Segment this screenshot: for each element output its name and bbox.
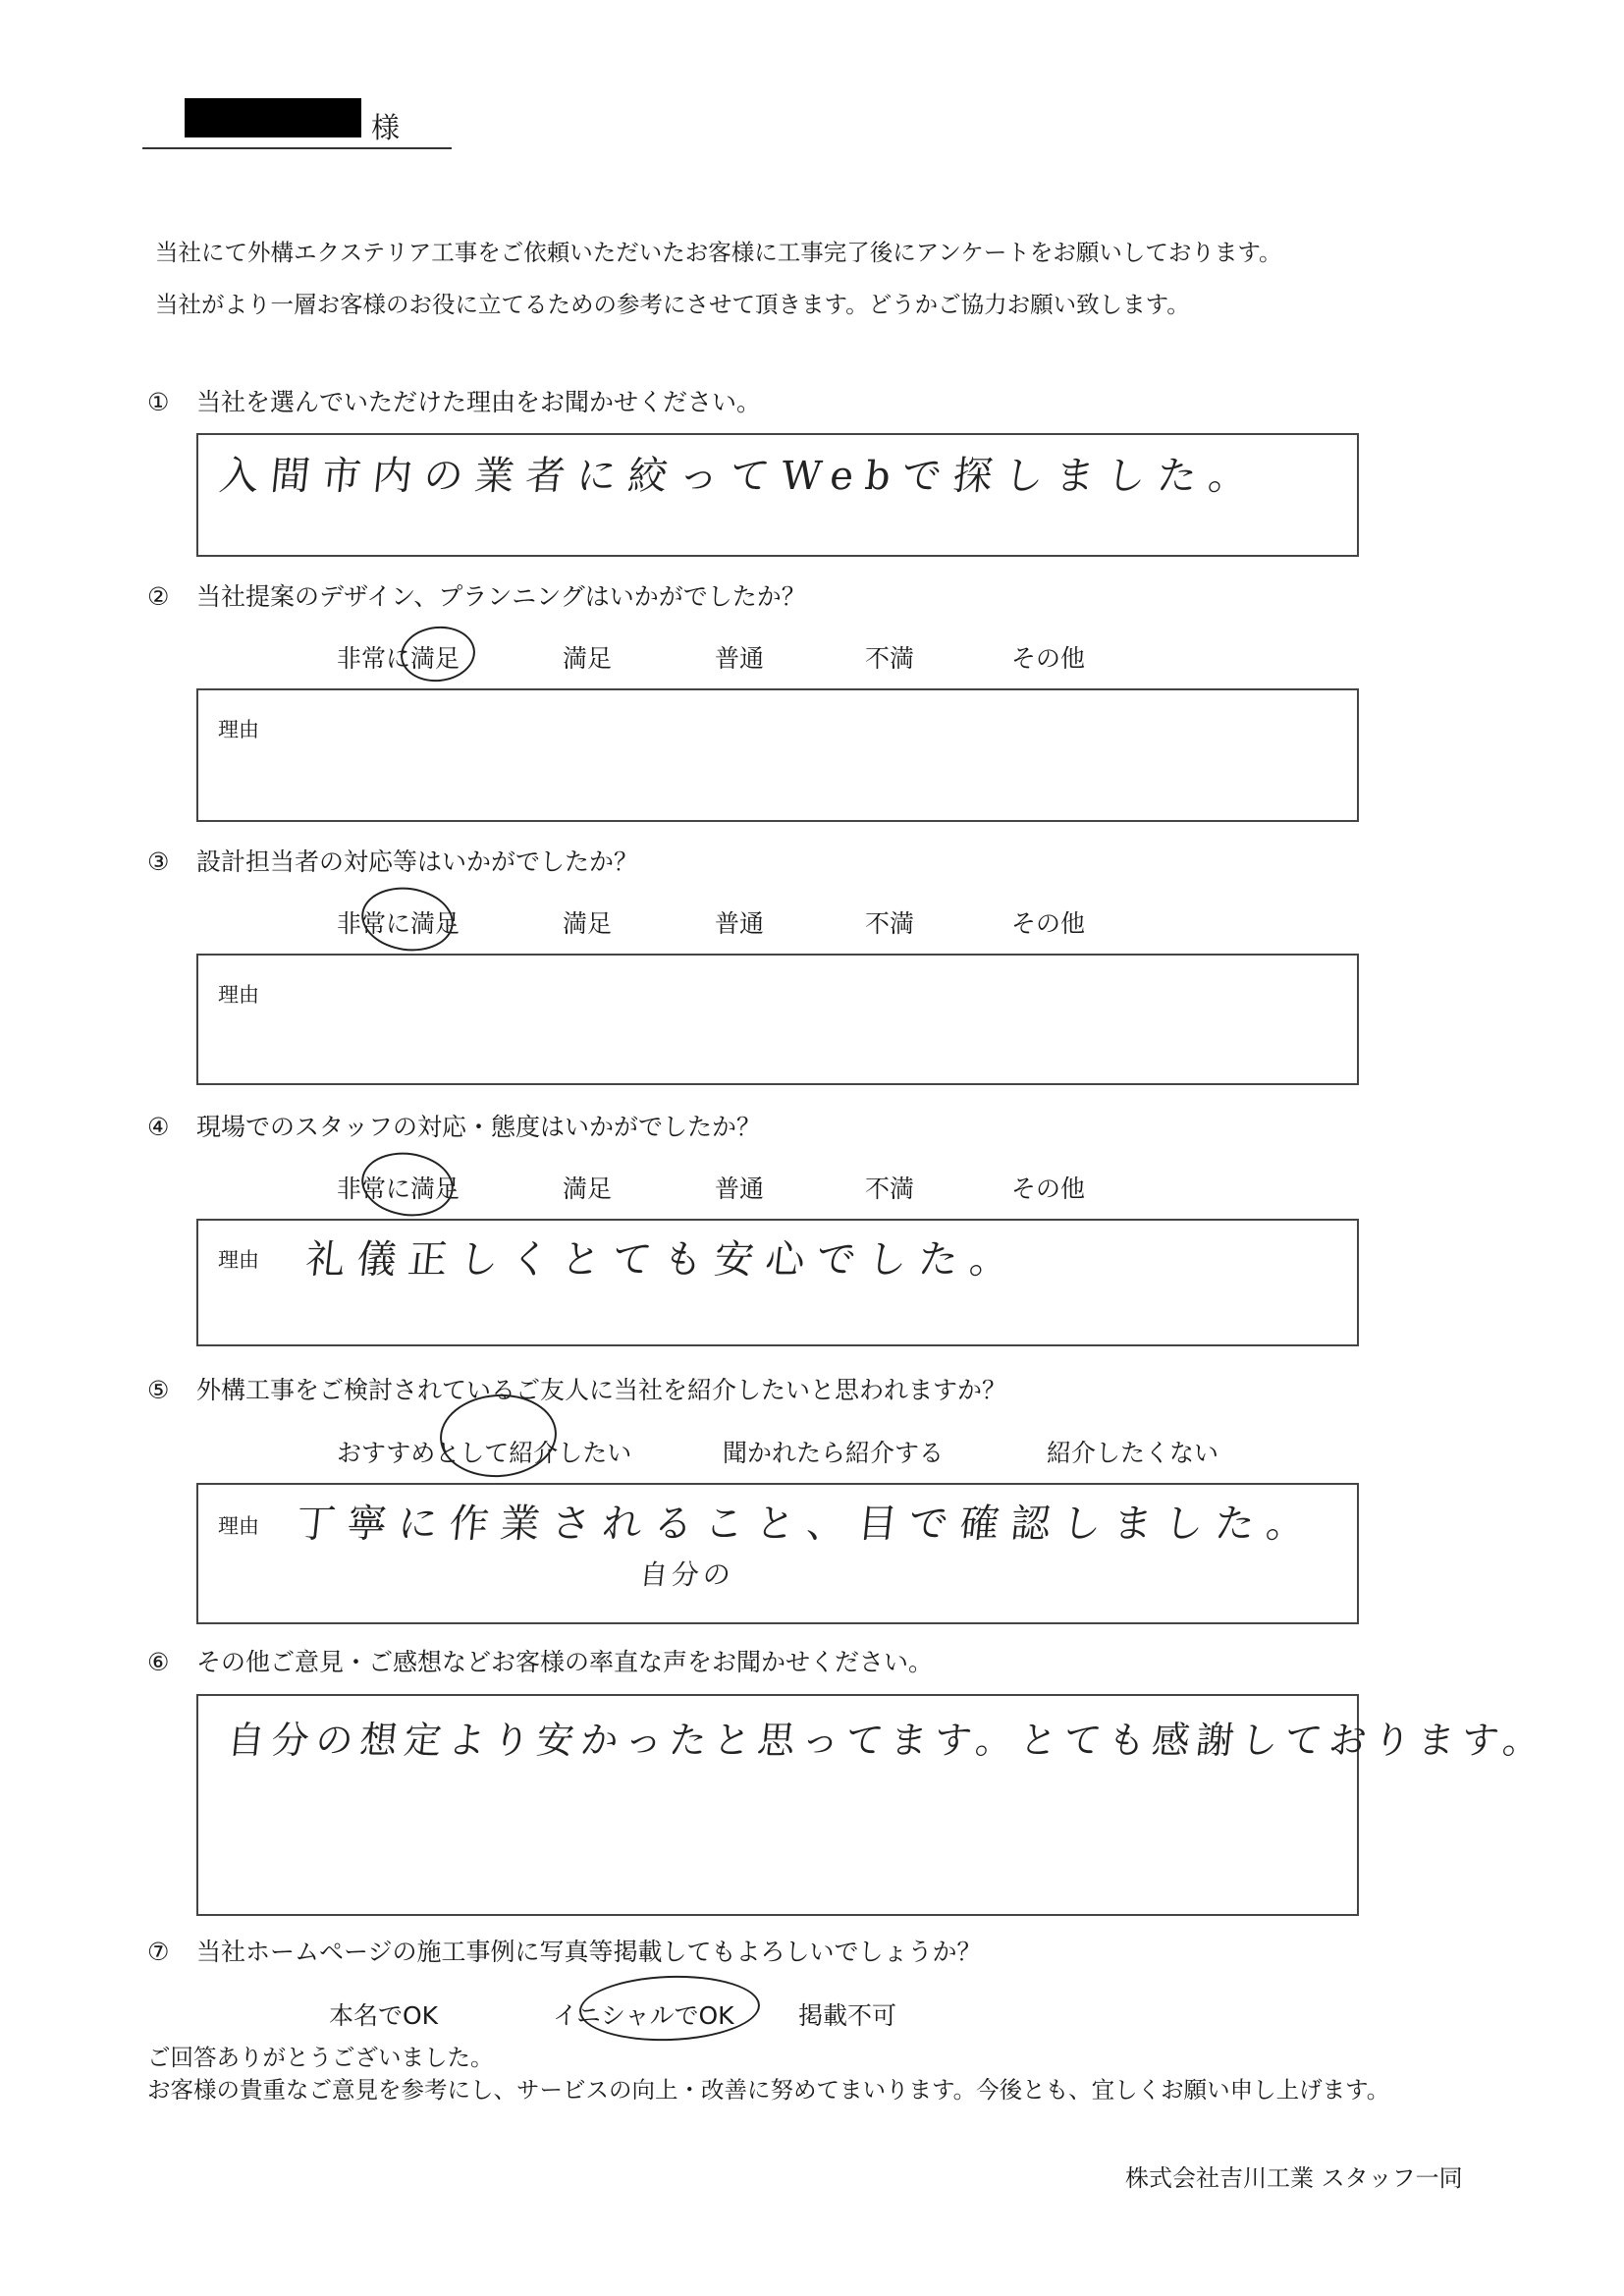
q7-number: ⑦ (147, 1938, 170, 1966)
q3-option-dissatisfied[interactable]: 不満 (865, 909, 915, 938)
q5-reason-box (196, 1483, 1359, 1624)
closing-line-2: お客様の貴重なご意見を参考にし、サービスの向上・改善に努めてまいります。今後とも、宜しくお願い申し上げます。 (147, 2076, 1390, 2104)
q2-reason-label: 理由 (218, 718, 259, 741)
q3-number: ③ (147, 847, 170, 876)
q4-option-satisfied[interactable]: 満足 (563, 1175, 613, 1203)
q3-option-satisfied[interactable]: 満足 (563, 909, 613, 938)
company-signature: 株式会社吉川工業 スタッフ一同 (1125, 2164, 1463, 2192)
q4-question: 現場でのスタッフの対応・態度はいかがでしたか？ (196, 1113, 762, 1141)
q4-number: ④ (147, 1113, 170, 1141)
q6-answer-box (196, 1694, 1549, 1916)
q3-question: 設計担当者の対応等はいかがでしたか？ (196, 847, 639, 876)
q3-reason-box (196, 954, 1359, 1085)
q2-number: ② (147, 582, 170, 611)
q5-number: ⑤ (147, 1376, 170, 1404)
intro-line-1: 当社にて外構エクステリア工事をご依頼いただいたお客様に工事完了後にアンケートをお願いしております。 (155, 239, 1282, 266)
q7-option-initials[interactable]: イニシャルでOK (553, 2001, 734, 2030)
q7-option-no-publish[interactable]: 掲載不可 (798, 2001, 897, 2030)
q4-option-very-satisfied[interactable]: 非常に満足 (337, 1175, 460, 1203)
name-underline (142, 147, 452, 149)
customer-name-redacted (185, 98, 361, 137)
q1-answer: 入間市内の業者に絞ってWebで探しました。 (217, 454, 1263, 499)
q5-option-recommend[interactable]: おすすめとして紹介したい (337, 1439, 632, 1467)
q3-option-normal[interactable]: 普通 (715, 909, 765, 938)
q7-option-real-name[interactable]: 本名でOK (329, 2001, 439, 2030)
q3-option-very-satisfied[interactable]: 非常に満足 (337, 909, 460, 938)
q5-option-if-asked[interactable]: 聞かれたら紹介する (723, 1439, 945, 1467)
honorific: 様 (371, 111, 401, 144)
q2-option-satisfied[interactable]: 満足 (563, 644, 613, 673)
q2-option-very-satisfied[interactable]: 非常に満足 (337, 644, 460, 673)
q4-option-normal[interactable]: 普通 (715, 1175, 765, 1203)
q5-reason-main: 丁寧に作業されること、目で確認しました。 (294, 1502, 1321, 1547)
q3-reason-label: 理由 (218, 983, 259, 1007)
closing-line-1: ご回答ありがとうございました。 (147, 2044, 494, 2071)
q2-reason-box (196, 688, 1359, 822)
q4-reason: 礼儀正しくとても安心でした。 (303, 1237, 1024, 1283)
q5-question: 外構工事をご検討されているご友人に当社を紹介したいと思われますか？ (196, 1376, 1007, 1404)
q7-question: 当社ホームページの施工事例に写真等掲載してもよろしいでしょうか？ (196, 1938, 982, 1966)
q2-option-dissatisfied[interactable]: 不満 (865, 644, 915, 673)
q1-question: 当社を選んでいただけた理由をお聞かせください。 (196, 388, 762, 416)
q2-option-normal[interactable]: 普通 (715, 644, 765, 673)
q6-number: ⑥ (147, 1648, 170, 1676)
q4-option-dissatisfied[interactable]: 不満 (865, 1175, 915, 1203)
q5-reason-insert: 自分の (638, 1558, 736, 1591)
q2-question: 当社提案のデザイン、プランニングはいかがでしたか？ (196, 582, 806, 611)
q1-number: ① (147, 388, 170, 416)
intro-line-2: 当社がより一層お客様のお役に立てるための参考にさせて頂きます。どうかご協力お願い致します。 (155, 291, 1190, 318)
q5-reason-label: 理由 (218, 1514, 259, 1538)
q6-question: その他ご意見・ご感想などお客様の率直な声をお聞かせください。 (196, 1648, 934, 1676)
q4-option-other[interactable]: その他 (1011, 1175, 1086, 1203)
q5-option-not-recommend[interactable]: 紹介したくない (1047, 1439, 1219, 1467)
q6-answer: 自分の想定より安かったと思ってます。とても感謝しております。 (225, 1719, 1549, 1762)
q2-option-other[interactable]: その他 (1011, 644, 1086, 673)
q1-answer-box (196, 433, 1359, 557)
q4-reason-label: 理由 (218, 1248, 259, 1272)
q4-reason-box (196, 1219, 1359, 1346)
q3-option-other[interactable]: その他 (1011, 909, 1086, 938)
